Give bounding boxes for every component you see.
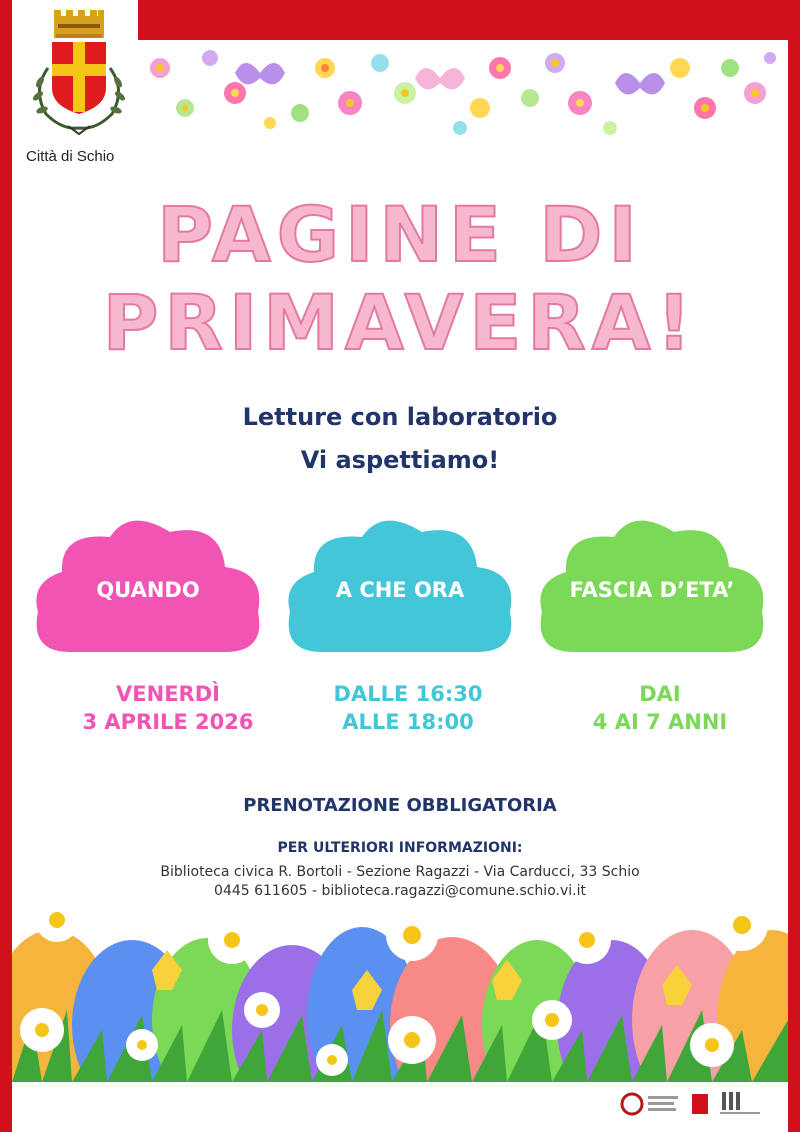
right-red-border bbox=[788, 0, 800, 1132]
subtitle-line-1: Letture con laboratorio bbox=[242, 403, 558, 431]
title-line-1: PAGINE DI bbox=[157, 190, 643, 279]
when-heading: QUANDO bbox=[96, 578, 200, 602]
time-line-2: ALLE 18:00 bbox=[342, 710, 474, 734]
time-info bbox=[288, 680, 528, 736]
library-address: Biblioteca civica R. Bortoli - Sezione Ragazzi - Via Carducci, 33 Schio bbox=[160, 864, 640, 880]
age-line-2: 4 AI 7 ANNI bbox=[592, 710, 728, 734]
time-heading: A CHE ORA bbox=[335, 578, 465, 602]
schio-coat-of-arms-icon bbox=[18, 10, 128, 145]
age-line-1: DAI bbox=[639, 682, 681, 706]
easter-eggs-flowers-illustration bbox=[12, 900, 788, 1082]
subtitle-line-2: Vi aspettiamo! bbox=[300, 446, 500, 474]
partner-logos bbox=[620, 1088, 770, 1120]
city-label: Città di Schio bbox=[26, 148, 115, 165]
time-line-1: DALLE 16:30 bbox=[333, 682, 483, 706]
left-red-border bbox=[0, 0, 12, 1132]
more-info-heading: PER ULTERIORI INFORMAZIONI: bbox=[277, 840, 523, 856]
when-line-2: 3 APRILE 2026 bbox=[82, 710, 254, 734]
age-info bbox=[540, 680, 780, 736]
title-line-2: PRIMAVERA! bbox=[102, 278, 698, 367]
booking-required: PRENOTAZIONE OBBLIGATORIA bbox=[243, 795, 557, 816]
library-contacts: 0445 611605 - biblioteca.ragazzi@comune.schio.vi.it bbox=[214, 883, 586, 899]
when-info bbox=[48, 680, 288, 736]
flower-garland-decoration bbox=[140, 38, 780, 148]
when-line-1: VENERDÌ bbox=[116, 682, 220, 706]
age-heading: FASCIA D’ETA’ bbox=[569, 578, 735, 602]
